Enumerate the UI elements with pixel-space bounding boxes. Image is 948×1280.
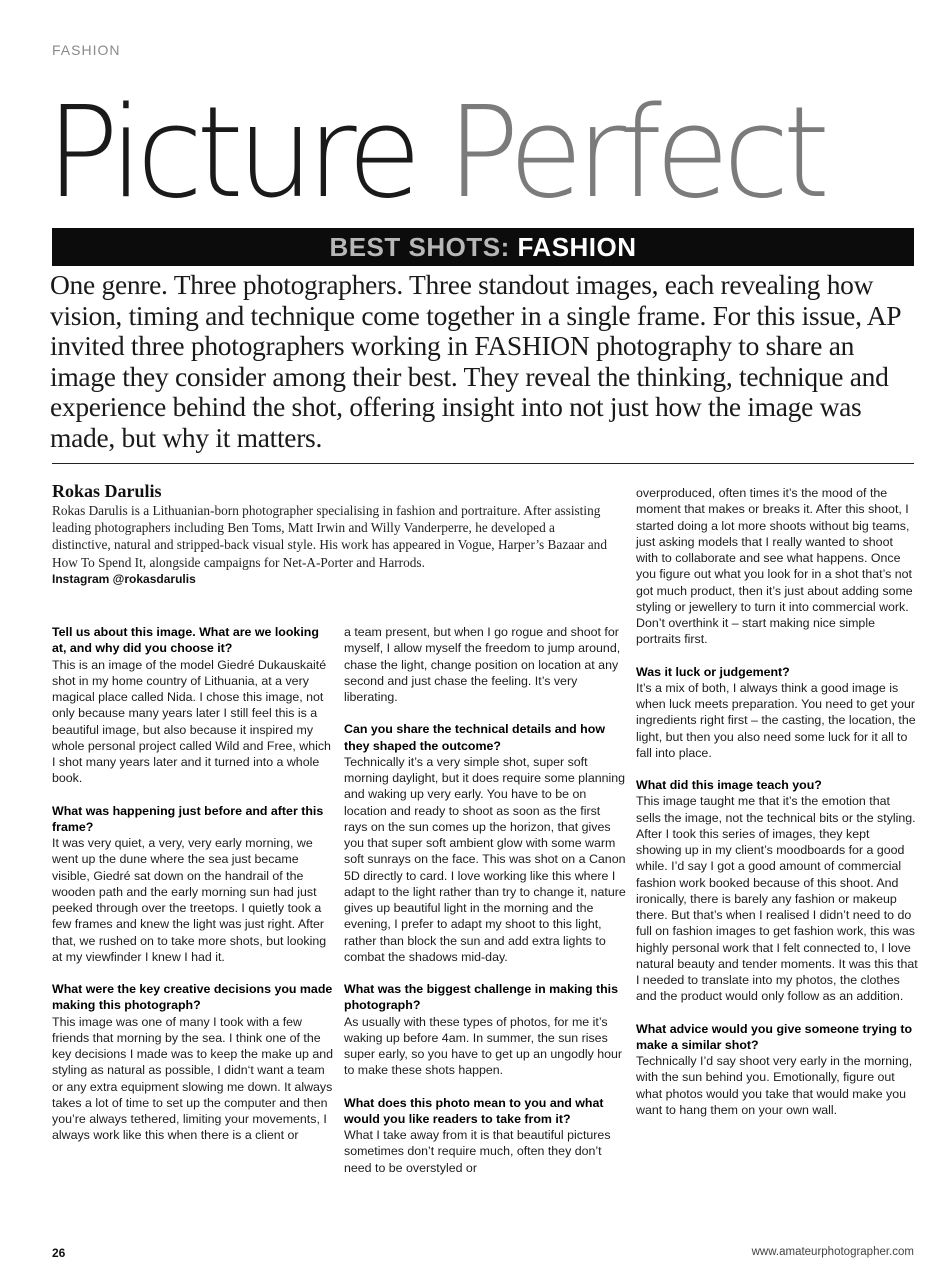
question: What did this image teach you?	[636, 778, 822, 792]
answer: overproduced, often times it’s the mood of the moment that makes or breaks it. After this shoot, I started doing a lot more shoots without big teams, just asking models that I really wanted to shoot with to collaborate and see what happens. Once you figure out what you look for in a shot that’s not got much product, then it’s just about adding some styling or jewellery to turn it into commercial work. Don’t overthink it – start making nice simple portraits first.	[636, 486, 913, 647]
qa-block	[52, 981, 334, 1144]
question: What does this photo mean to you and what would you like readers to take from it?	[344, 1095, 604, 1126]
title-word-perfect: Perfect	[446, 79, 824, 226]
bio-text: Rokas Darulis is a Lithuanian-born photographer specialising in fashion and portraiture. After assisting leading photographers including Ben Toms, Matt Irwin and Willy Vanderperre, he developed a distinctive, natural and stripped-back visual style. His work has appeared in Vogue, Harper’s Bazaar and How To Spend It, alongside campaigns for Net-A-Porter and Harrods.	[52, 503, 607, 570]
qa-block	[636, 664, 918, 762]
qa-block	[636, 777, 918, 1005]
question: Was it luck or judgement?	[636, 664, 790, 679]
question: Tell us about this image. What are we looking at, and why did you choose it?	[52, 625, 319, 656]
question: What was the biggest challenge in making this photograph?	[344, 982, 619, 1013]
column-3	[636, 485, 918, 1134]
page-title	[46, 78, 891, 228]
qa-block	[344, 624, 626, 705]
answer: Technically it’s a very simple shot, super soft morning daylight, but it does require some planning and waking up very early. You have to be on location and ready to shoot as soon as the first rays on the sun comes up the horizon, that gives you that super soft ambient glow with some warm soft sunrays on the face. This was shot on a Canon 5D directly to card. I love working like this where I adapt to the light rather than try to change it, nature gives up beautiful light in the morning and the evening, I prefer to adapt my shoot to this light, rather than block the sun and add extra lights to combat the shadows mid-day.	[344, 754, 626, 964]
banner-prefix: BEST SHOTS:	[329, 232, 510, 262]
title-word-picture: Picture	[46, 79, 415, 226]
qa-block	[52, 624, 334, 787]
answer: This image taught me that it’s the emotion that sells the image, not the technical bits or the styling. After I took this series of images, they kept showing up in my client’s moodboards for a good while. I’d say I got a good amount of commercial fashion work booked because of this shoot. And ironically, there is barely any fashion or makeup there. But that’s when I realised I didn’t need to do full on fashion images to get fashion work, this was highly personal work that I felt connected to, I love natural beauty and tender moments. It was this that I needed to translate into my photos, the clothes and the product would only follow as an addition.	[636, 794, 918, 1004]
photographer-bio	[52, 480, 612, 587]
qa-block	[344, 1095, 626, 1176]
banner-category: FASHION	[517, 232, 637, 262]
qa-block	[636, 1021, 918, 1119]
category-banner	[52, 228, 914, 266]
answer: a team present, but when I go rogue and shoot for myself, I allow myself the freedom to jump around, chase the light, change position on location at any second and just chase the feeling. It’s very liberating.	[344, 625, 621, 704]
qa-block	[344, 721, 626, 965]
photographer-name: Rokas Darulis	[52, 481, 162, 501]
question: What advice would you give someone trying to make a similar shot?	[636, 1021, 913, 1052]
qa-block	[52, 803, 334, 966]
page-number: 26	[52, 1246, 66, 1260]
question: What were the key creative decisions you made making this photograph?	[52, 982, 333, 1013]
column-2	[344, 624, 626, 1192]
question: Can you share the technical details and how they shaped the outcome?	[344, 722, 605, 753]
answer: Technically I’d say shoot very early in the morning, with the sun behind you. Emotionally, figure out what photos would you take that would make you want to hang them on your own wall.	[636, 1054, 913, 1117]
qa-block	[344, 981, 626, 1079]
answer: This is an image of the model Giedré Dukauskaité shot in my home country of Lithuania, at a very magical place called Nida. I chose this image, not only because many years later I still feel this is a beautiful image, but also because it inspired my whole personal project called Wild and Free, which I shot many years later and it turned into a whole book.	[52, 657, 331, 786]
section-label: FASHION	[52, 42, 121, 58]
website-url[interactable]: www.amateurphotographer.com	[751, 1246, 914, 1258]
answer: As usually with these types of photos, for me it’s waking up before 4am. In summer, the sun rises super early, so you have to get up an ungodly hour to make these shots happen.	[344, 1014, 623, 1078]
instagram-handle: Instagram @rokasdarulis	[52, 571, 196, 586]
question: What was happening just before and after this frame?	[52, 803, 324, 834]
qa-block	[636, 485, 918, 648]
standfirst: One genre. Three photographers. Three standout images, each revealing how vision, timing and technique come together in a single frame. For this issue, AP invited three photographers working in FASHION photography to share an image they consider among their best. They reveal the thinking, technique and experience behind the shot, offering insight into not just how the image was made, but why it matters.	[50, 269, 901, 453]
answer: It’s a mix of both, I always think a good image is when luck meets preparation. You need to get your ingredients right first – the casting, the location, the light, but then you also need some luck for it all to fall into place.	[636, 680, 916, 760]
divider	[52, 463, 914, 464]
answer: It was very quiet, a very, very early morning, we went up the dune where the sea just became visible, Giedré sat down on the handrail of the wooden path and the early morning sun had just peeked through over the treetops. I quietly took a few frames and knew the light was just right. After that, we rushed on to take more shots, but looking at my viewfinder I knew I had it.	[52, 836, 327, 964]
answer: What I take away from it is that beautiful pictures sometimes don’t require much, often they don’t need to be overstyled or	[344, 1128, 611, 1175]
column-1	[52, 624, 334, 1160]
answer: This image was one of many I took with a few friends that morning by the sea. I think one of the key decisions I made was to keep the make up and styling as natural as possible, I didn‘t want a team or any extra equipment slowing me down. It always takes a lot of time to set up the computer and then you’re always tethered, limiting your movements, I always work like this when there is a client or	[52, 1014, 334, 1143]
